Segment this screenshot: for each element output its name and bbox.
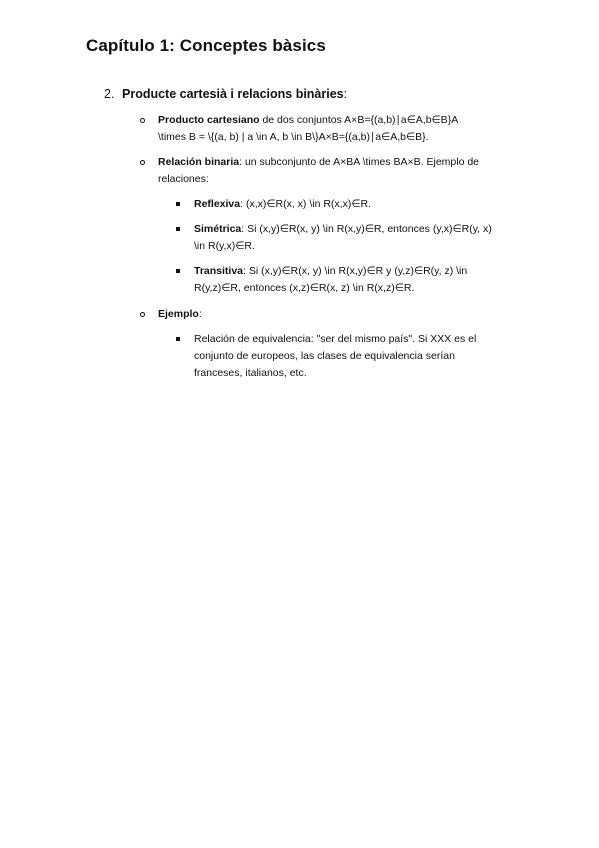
hollow-bullet-icon xyxy=(140,160,145,165)
hollow-bullet-icon xyxy=(140,118,145,123)
list-item-text xyxy=(158,306,515,323)
list-item-text xyxy=(158,154,515,188)
square-bullet-icon xyxy=(176,202,180,206)
simetrica-line-2: \in R(y,x)∈R. xyxy=(194,240,255,252)
section-number: 2. xyxy=(104,87,115,101)
hollow-bullet-icon xyxy=(140,312,145,317)
term-producto-cartesiano: Producto cartesiano xyxy=(158,114,260,126)
relacion-line-2: relaciones: xyxy=(158,173,209,185)
list-item-text xyxy=(194,221,506,255)
section-heading xyxy=(104,86,534,102)
square-bullet-icon xyxy=(176,227,180,231)
transitiva-line-2: R(y,z)∈R, entonces (x,z)∈R(x, z) \in R(x,z)∈R. xyxy=(194,282,415,294)
square-bullet-icon xyxy=(176,269,180,273)
chapter-title: Capítulo 1: Conceptes bàsics xyxy=(86,36,326,55)
reflexiva-line-1: : (x,x)∈R(x, x) \in R(x,x)∈R. xyxy=(240,198,371,210)
equivalencia-line-3: franceses, italianos, etc. xyxy=(194,367,307,379)
term-transitiva: Transitiva xyxy=(194,265,244,277)
transitiva-line-1: : Si (x,y)∈R(x, y) \in R(x,y)∈R y (y,z)∈R(y, z) \in xyxy=(243,265,468,277)
relacion-line-1: : un subconjunto de A×BA \times BA×B. Ejemplo de xyxy=(239,156,480,168)
term-ejemplo: Ejemplo xyxy=(158,308,199,320)
section-colon: : xyxy=(343,87,348,101)
list-item-text xyxy=(194,263,506,297)
list-item-text xyxy=(194,196,506,213)
term-reflexiva: Reflexiva xyxy=(194,198,241,210)
list-item-text xyxy=(158,112,515,146)
producto-line-1: de dos conjuntos A×B={(a,b)∣a∈A,b∈B}A xyxy=(259,114,459,126)
list-item-text xyxy=(194,331,506,382)
producto-line-2: \times B = \{(a, b) | a \in A, b \in B\}A×B={(a,b)∣a∈A,b∈B}. xyxy=(158,131,429,143)
term-relacion-binaria: Relación binaria xyxy=(158,156,240,168)
simetrica-line-1: : Si (x,y)∈R(x, y) \in R(x,y)∈R, entonces (y,x)∈R(y, x) xyxy=(241,223,492,235)
section-title: Producte cartesià i relacions binàries xyxy=(122,87,344,101)
ejemplo-colon: : xyxy=(198,308,202,320)
square-bullet-icon xyxy=(176,337,180,341)
equivalencia-line-2: conjunto de europeos, las clases de equivalencia serían xyxy=(194,350,455,362)
equivalencia-line-1: Relación de equivalencia: "ser del mismo país". Si XXX es el xyxy=(194,333,477,345)
term-simetrica: Simétrica xyxy=(194,223,242,235)
